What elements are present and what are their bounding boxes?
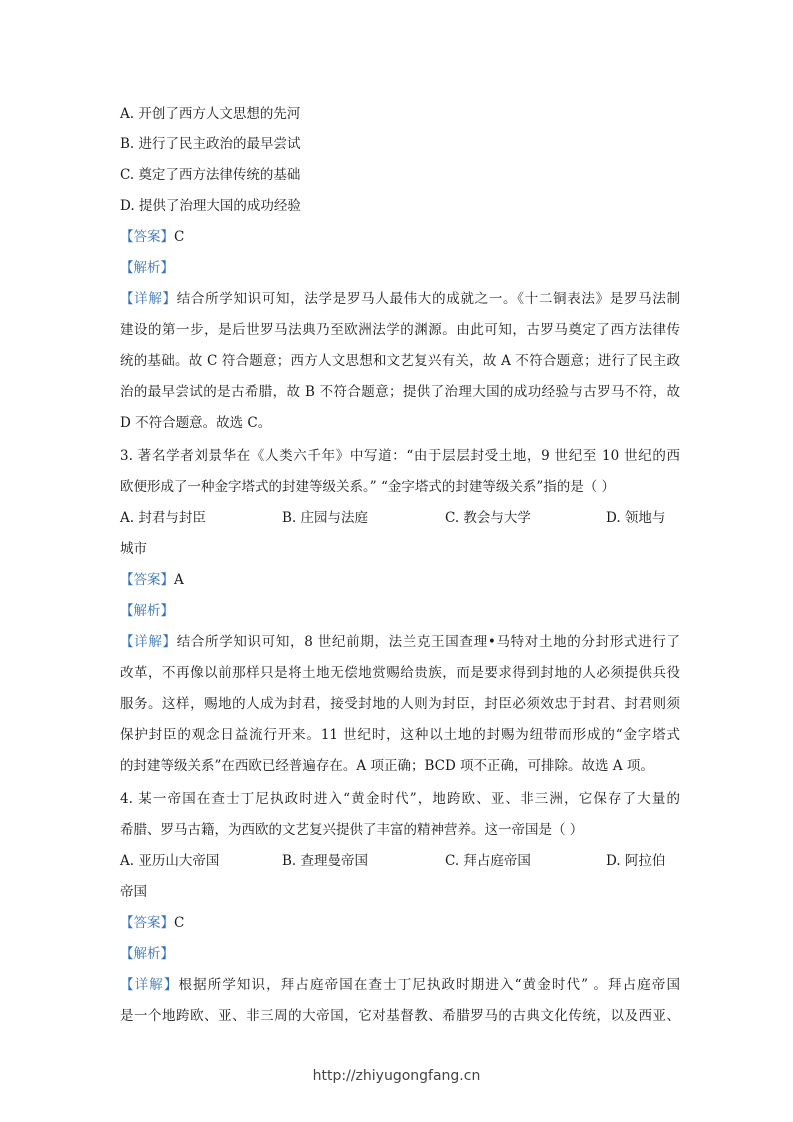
q3-detail-line: 保护封臣的观念日益流行开来。11 世纪时，这种以土地的封赐为纽带而形成的“金字塔式: [120, 727, 680, 743]
q3-analysis-tag: 【解析】: [120, 603, 174, 619]
q3-option-c: C. 教会与大学: [445, 510, 531, 526]
q4-option-c: C. 拜占庭帝国: [445, 853, 531, 869]
q3-option-wrap: 城市: [120, 541, 147, 557]
detail-tag: 【详解】: [120, 291, 177, 307]
footer-url: http://zhiyugongfang.cn: [312, 1068, 481, 1084]
q2-answer: [120, 227, 680, 247]
q4-option-wrap: 帝国: [120, 884, 147, 900]
q2-detail-line: 【详解】结合所学知识可知，法学是罗马人最伟大的成就之一。《十二铜表法》是罗马法制: [120, 291, 681, 307]
answer-value: C: [174, 229, 185, 245]
q4-stem-line: 希腊、罗马古籍，为西欧的文艺复兴提供了丰富的精神营养。这一帝国是（ ）: [120, 822, 584, 838]
detail-tag: 【详解】: [120, 977, 179, 993]
q3-option-b: B. 庄园与法庭: [282, 510, 369, 526]
answer-tag: 【答案】: [120, 915, 174, 931]
q3-answer: [120, 570, 680, 590]
q3-stem-line: 3. 著名学者刘景华在《人类六千年》中写道：“由于层层封受土地，9 世纪至 10 世纪的西: [120, 448, 680, 464]
q2-analysis-tag: 【解析】: [120, 260, 174, 276]
detail-tag: 【详解】: [120, 634, 177, 650]
q2-option-c: C. 奠定了西方法律传统的基础: [120, 167, 301, 183]
q4-detail-line: 【详解】根据所学知识，拜占庭帝国在查士丁尼执政时期进入“黄金时代” 。拜占庭帝国: [120, 977, 681, 993]
q4-option-d: D. 阿拉伯: [606, 853, 666, 869]
q4-answer: [120, 913, 680, 933]
q2-detail-line: 统的基础。故 C 符合题意；西方人文思想和文艺复兴有关，故 A 不符合题意；进行了民主政: [120, 353, 680, 369]
q2-detail-line: 治的最早尝试的是古希腊，故 B 不符合题意；提供了治理大国的成功经验与古罗马不符，故: [120, 384, 680, 400]
q3-option-d: D. 领地与: [606, 510, 666, 526]
q2-option-d: D. 提供了治理大国的成功经验: [120, 198, 301, 214]
q4-detail-line: 是一个地跨欧、亚、非三周的大帝国，它对基督教、希腊罗马的古典文化传统，以及西亚、: [120, 1008, 680, 1024]
q2-option-a: A. 开创了西方人文思想的先河: [120, 106, 301, 122]
q3-detail-line: 的封建等级关系”在西欧已经普遍存在。A 项正确；BCD 项不正确，可排除。故选 A 项。: [120, 758, 654, 774]
q2-detail-line: 建设的第一步，是后世罗马法典乃至欧洲法学的渊源。由此可知，古罗马奠定了西方法律传: [120, 322, 680, 338]
answer-tag: 【答案】: [120, 572, 174, 588]
q3-detail-line: 服务。这样，赐地的人成为封君，接受封地的人则为封臣，封臣必须效忠于封君、封君则须: [120, 696, 680, 712]
q4-option-b: B. 查理曼帝国: [282, 853, 369, 869]
q3-detail-line: 改革，不再像以前那样只是将土地无偿地赏赐给贵族，而是要求得到封地的人必须提供兵役: [120, 665, 680, 681]
q2-option-b: B. 进行了民主政治的最早尝试: [120, 136, 301, 152]
q4-options-row: [120, 851, 680, 871]
answer-value: A: [174, 572, 184, 588]
q2-detail-line: D 不符合题意。故选 C。: [120, 415, 272, 431]
q3-option-a: A. 封君与封臣: [120, 510, 206, 526]
answer-value: C: [174, 915, 185, 931]
q4-analysis-tag: 【解析】: [120, 946, 174, 962]
q3-options-row: [120, 508, 680, 528]
answer-tag: 【答案】: [120, 229, 174, 245]
q4-stem-line: 4. 某一帝国在查士丁尼执政时进入“黄金时代”，地跨欧、亚、非三洲，它保存了大量的: [120, 791, 680, 807]
q4-option-a: A. 亚历山大帝国: [120, 853, 220, 869]
q3-stem-line: 欧便形成了一种金字塔式的封建等级关系。” “金字塔式的封建等级关系”指的是（ ）: [120, 479, 616, 495]
q3-detail-line: 【详解】结合所学知识可知，8 世纪前期，法兰克王国查理•马特对土地的分封形式进行了: [120, 634, 681, 650]
